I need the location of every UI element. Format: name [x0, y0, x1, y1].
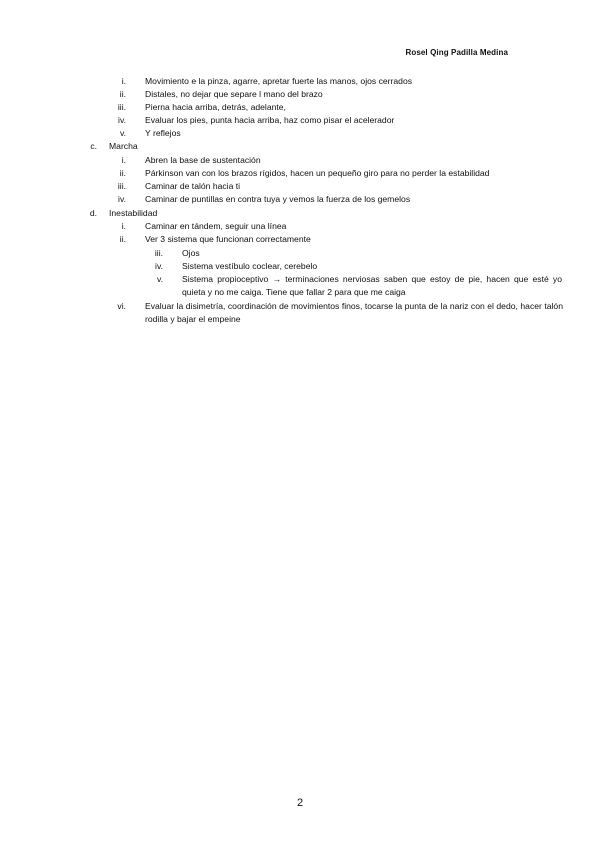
list-marker: ii. — [119, 89, 126, 99]
list-marker: i. — [121, 76, 126, 86]
list-item: Ver 3 sistema que funcionan correctamente — [145, 234, 311, 244]
list-item: Caminar en tándem, seguir una línea — [145, 221, 287, 231]
sublist-marker: v. — [156, 274, 163, 284]
list-item: Evaluar la disimetría, coordinación de movimientos finos, tocarse la punta de la nariz con el dedo, hacer talón rodilla y bajar el empeine — [145, 301, 563, 324]
list-marker: i. — [121, 221, 126, 231]
sublist-marker: iii. — [154, 248, 163, 258]
list-marker: iv. — [118, 194, 126, 204]
sublist-item: Ojos — [182, 248, 200, 258]
list-marker: i. — [121, 155, 126, 165]
list-item: Evaluar los pies, punta hacia arriba, haz como pisar el acelerador — [145, 115, 395, 125]
sublist-item: Sistema propioceptivo → terminaciones nerviosas saben que estoy de pie, hacen que esté yo quieta y no me caiga. Tiene que fallar 2 para que me caiga — [182, 274, 562, 297]
page-number: 2 — [296, 797, 304, 809]
section-marker: d. — [89, 208, 97, 218]
list-marker: v. — [119, 128, 126, 138]
list-marker: ii. — [119, 168, 126, 178]
list-item: Caminar de puntillas en contra tuya y vemos la fuerza de los gemelos — [145, 194, 411, 204]
list-item: Abren la base de sustentación — [145, 155, 261, 165]
list-marker: vi. — [117, 301, 126, 311]
list-marker: iii. — [117, 181, 126, 191]
list-marker: ii. — [119, 234, 126, 244]
list-item: Párkinson van con los brazos rígidos, hacen un pequeño giro para no perder la estabilidad — [145, 168, 490, 178]
sublist-item: Sistema vestíbulo coclear, cerebelo — [182, 261, 318, 271]
sublist-marker: iv. — [155, 261, 163, 271]
list-item: Y reflejos — [145, 128, 181, 138]
section-title: Inestabilidad — [109, 208, 158, 218]
section-marker: c. — [90, 141, 97, 151]
header-author: Rosel Qing Padilla Medina — [405, 48, 508, 57]
list-item: Caminar de talón hacia ti — [145, 181, 241, 191]
list-marker: iii. — [117, 102, 126, 112]
section-title: Marcha — [109, 141, 138, 151]
list-marker: iv. — [118, 115, 126, 125]
list-item: Distales, no dejar que separe l mano del brazo — [145, 89, 323, 99]
list-item: Pierna hacia arriba, detrás, adelante, — [145, 102, 286, 112]
list-item: Movimiento e la pinza, agarre, apretar fuerte las manos, ojos cerrados — [145, 76, 413, 86]
